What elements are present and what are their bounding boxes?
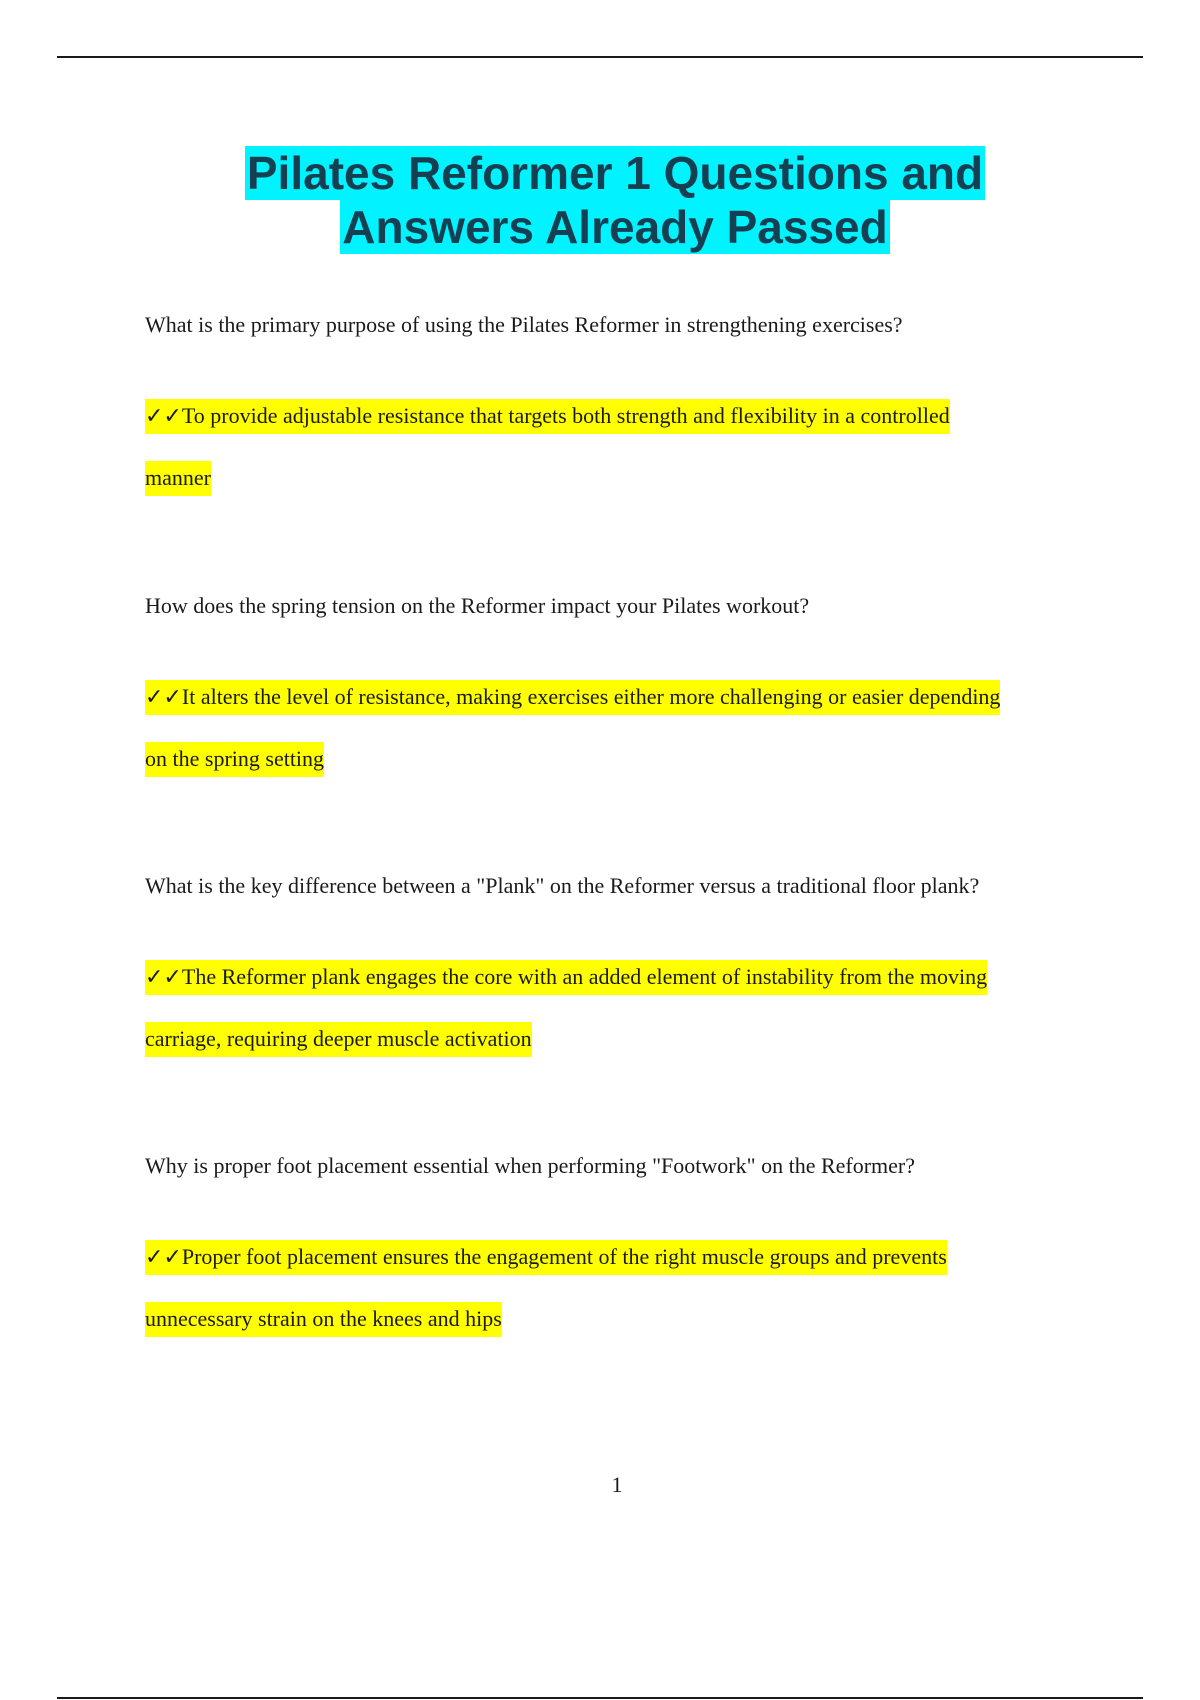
- answer-highlight: [145, 1302, 502, 1337]
- check-mark-icon: ✓✓: [145, 685, 182, 710]
- answer-highlight: [145, 742, 324, 777]
- question-text: What is the primary purpose of using the Pilates Reformer in strengthening exercises?: [145, 312, 903, 337]
- check-mark-icon: ✓✓: [145, 1245, 182, 1270]
- qa-item-2: [145, 592, 1105, 789]
- answer-text-line-2: unnecessary strain on the knees and hips: [145, 1306, 502, 1331]
- answer-block: [145, 666, 1105, 789]
- qa-item-1: [145, 311, 1105, 508]
- answer-text-line-1: To provide adjustable resistance that targets both strength and flexibility in a controlled: [181, 403, 950, 428]
- check-mark-icon: ✓✓: [145, 965, 182, 990]
- answer-block: [145, 946, 1105, 1069]
- answer-text-line-1: Proper foot placement ensures the engagement of the right muscle groups and prevents: [181, 1244, 947, 1269]
- question-text: Why is proper foot placement essential when performing "Footwork" on the Reformer?: [145, 1153, 916, 1178]
- answer-text-line-2: carriage, requiring deeper muscle activation: [145, 1026, 532, 1051]
- bottom-rule: [57, 1697, 1143, 1699]
- top-rule: [57, 56, 1143, 58]
- answer-highlight: [145, 461, 211, 496]
- answer-text-line-1: The Reformer plank engages the core with an added element of instability from the moving: [181, 964, 988, 989]
- answer-text-line-2: manner: [145, 465, 211, 490]
- question-text: How does the spring tension on the Reformer impact your Pilates workout?: [145, 593, 810, 618]
- answer-text-line-2: on the spring setting: [145, 746, 325, 771]
- answer-text-line-1: It alters the level of resistance, making exercises either more challenging or easier depending: [181, 684, 1001, 709]
- title-line-1: Pilates Reformer 1 Questions and: [246, 147, 984, 199]
- qa-item-3: [145, 872, 1105, 1069]
- check-mark-icon: ✓✓: [145, 404, 182, 429]
- answer-highlight: [145, 680, 1000, 715]
- question-text: What is the key difference between a "Plank" on the Reformer versus a traditional floor plank?: [145, 873, 980, 898]
- answer-highlight: [145, 399, 950, 434]
- page-number: 1: [611, 1472, 623, 1497]
- answer-highlight: [145, 1022, 532, 1057]
- title-line-2: Answers Already Passed: [342, 201, 888, 253]
- answer-highlight: [145, 1240, 947, 1275]
- qa-item-4: [145, 1152, 1105, 1349]
- answer-block: [145, 385, 1105, 508]
- answer-highlight: [145, 960, 987, 995]
- answer-block: [145, 1226, 1105, 1349]
- document-title: [0, 146, 1200, 254]
